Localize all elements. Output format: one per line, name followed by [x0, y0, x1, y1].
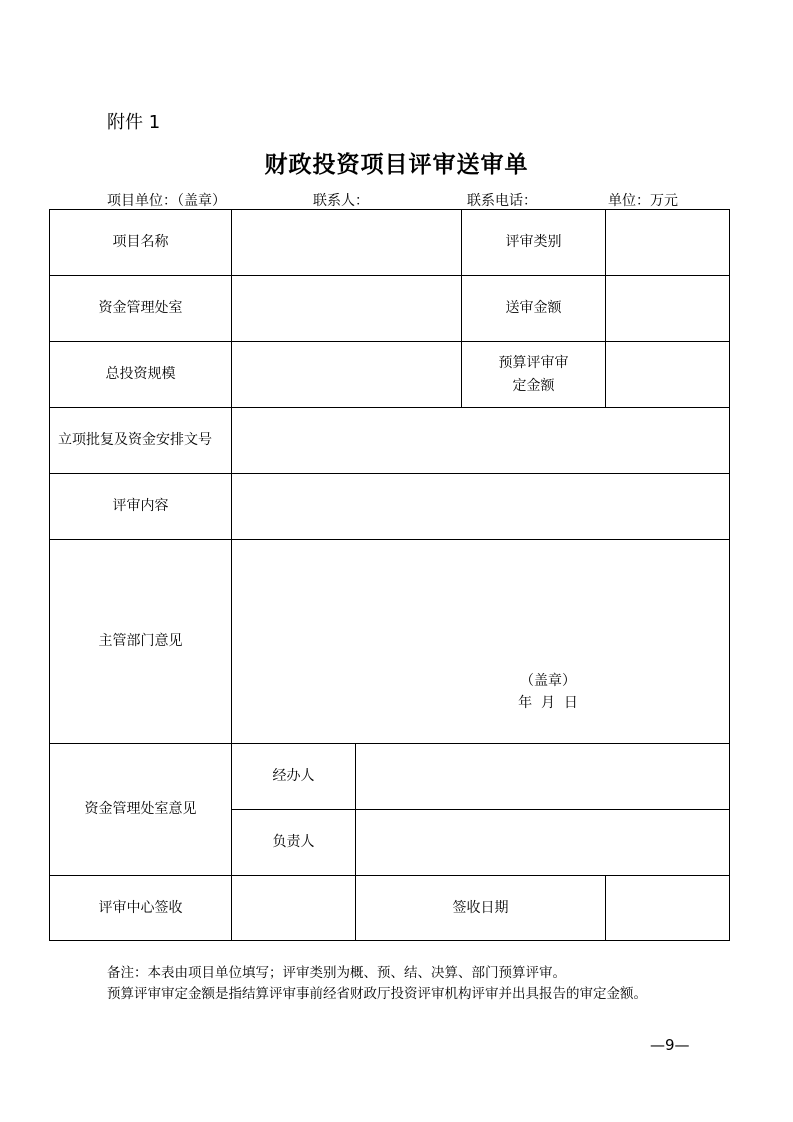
- project-name-label: 项目名称: [50, 210, 232, 276]
- submit-amount-field[interactable]: [606, 276, 730, 342]
- notes: [107, 963, 707, 1005]
- fund-office-field[interactable]: [232, 276, 462, 342]
- handler-label: 经办人: [232, 744, 356, 810]
- meta-currency-unit: 单位：万元: [608, 193, 678, 209]
- row-review-content: [50, 474, 730, 540]
- date-text: 年 月 日: [518, 695, 578, 712]
- note-line-2: 预算评审审定金额是指结算评审事前经省财政厅投资评审机构评审并出具报告的审定金额。: [107, 986, 647, 1002]
- dept-opinion-field[interactable]: [232, 540, 730, 744]
- fund-office-opinion-label: 资金管理处室意见: [50, 744, 232, 876]
- review-content-field[interactable]: [232, 474, 730, 540]
- review-type-field[interactable]: [606, 210, 730, 276]
- row-project-name: [50, 210, 730, 276]
- row-approval-doc: [50, 408, 730, 474]
- row-center-sign: [50, 876, 730, 941]
- note-line-1: 备注：本表由项目单位填写；评审类别为概、预、结、决算、部门预算评审。: [107, 965, 566, 981]
- submit-amount-label: 送审金额: [462, 276, 606, 342]
- responsible-label: 负责人: [232, 810, 356, 876]
- seal-block: [232, 670, 729, 715]
- meta-phone: 联系电话：: [467, 193, 537, 209]
- approval-doc-field[interactable]: [232, 408, 730, 474]
- handler-field[interactable]: [356, 744, 730, 810]
- project-name-field[interactable]: [232, 210, 462, 276]
- approval-doc-label: 立项批复及资金安排文号: [50, 408, 232, 474]
- total-scale-label: 总投资规模: [50, 342, 232, 408]
- meta-contact: 联系人：: [313, 193, 369, 209]
- row-total-scale: [50, 342, 730, 408]
- seal-text: （盖章）: [520, 673, 576, 689]
- row-dept-opinion: [50, 540, 730, 744]
- review-type-label: 评审类别: [462, 210, 606, 276]
- budget-amount-label: [462, 342, 606, 408]
- center-sign-field[interactable]: [232, 876, 356, 941]
- row-handler: [50, 744, 730, 810]
- sign-date-field[interactable]: [606, 876, 730, 941]
- fund-office-label: 资金管理处室: [50, 276, 232, 342]
- sign-date-label: 签收日期: [356, 876, 606, 941]
- center-sign-label: 评审中心签收: [50, 876, 232, 941]
- budget-amount-text: 预算评审审定金额: [498, 355, 569, 394]
- budget-amount-field[interactable]: [606, 342, 730, 408]
- form-title: 财政投资项目评审送审单: [264, 151, 529, 178]
- attachment-label: 附件 1: [107, 112, 161, 133]
- review-content-label: 评审内容: [50, 474, 232, 540]
- total-scale-field[interactable]: [232, 342, 462, 408]
- row-fund-office: [50, 276, 730, 342]
- responsible-field[interactable]: [356, 810, 730, 876]
- meta-project-unit: 项目单位：（盖章）: [107, 193, 226, 209]
- page-number: —9—: [650, 1036, 690, 1054]
- review-form-table: [49, 209, 730, 941]
- dept-opinion-label: 主管部门意见: [50, 540, 232, 744]
